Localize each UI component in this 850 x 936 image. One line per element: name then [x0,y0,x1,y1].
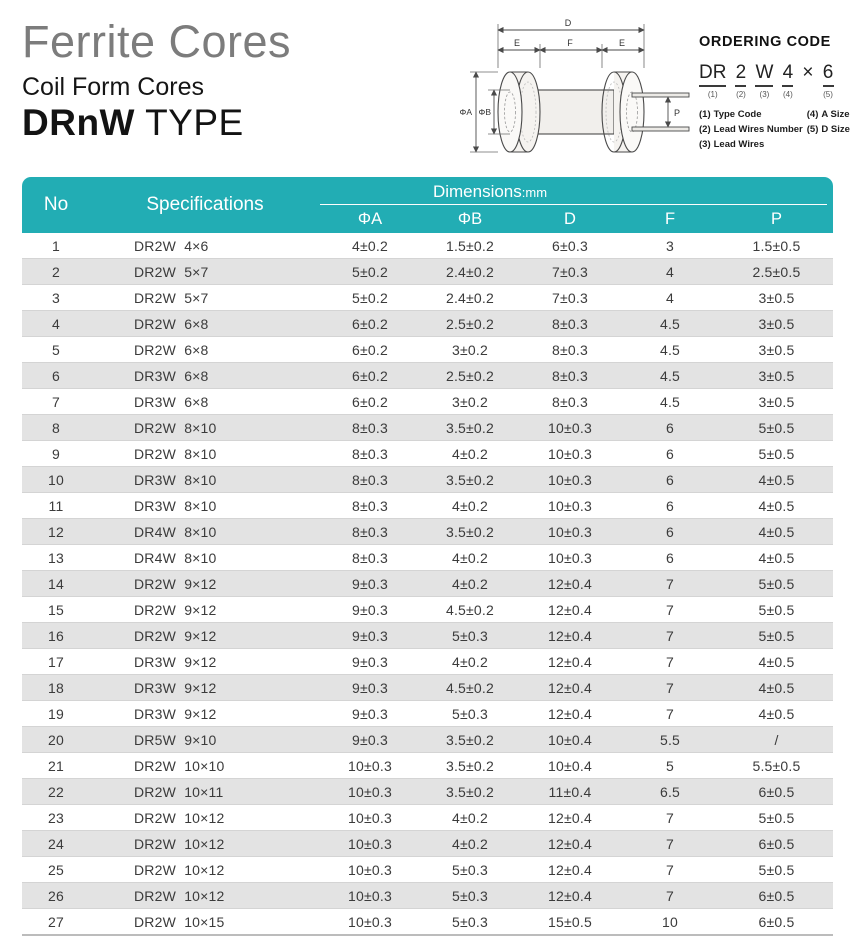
code-part-num: (3) [759,90,770,99]
dim-label-E-right: E [618,38,626,48]
legend-label: Lead Wires Number [713,124,803,135]
cell-phi-b: 4±0.2 [420,545,520,571]
cell-d: 12±0.4 [520,883,620,909]
cell-p: 6±0.5 [720,909,833,936]
cell-spec: DR3W 6×8 [90,363,320,389]
cell-phi-a: 8±0.3 [320,467,420,493]
core-diagram-svg [446,14,694,168]
cell-p: 4±0.5 [720,675,833,701]
cell-phi-b: 5±0.3 [420,857,520,883]
table-row [22,389,833,415]
cell-phi-b: 3±0.2 [420,389,520,415]
cell-d: 8±0.3 [520,389,620,415]
cell-f: 6 [620,493,720,519]
table-row [22,571,833,597]
cell-no: 12 [22,519,90,545]
table-row [22,675,833,701]
cell-spec: DR2W 10×12 [90,883,320,909]
cell-d: 6±0.3 [520,233,620,259]
dimensions-unit: :mm [521,184,548,200]
table-row [22,753,833,779]
cell-spec: DR3W 8×10 [90,493,320,519]
cell-phi-a: 10±0.3 [320,857,420,883]
cell-phi-b: 2.5±0.2 [420,311,520,337]
legend-label: Lead Wires [713,139,765,150]
cell-phi-a: 8±0.3 [320,519,420,545]
cell-phi-a: 9±0.3 [320,597,420,623]
cell-f: 7 [620,571,720,597]
legend-item [699,124,803,135]
dim-label-F: F [567,38,573,48]
cell-f: 4.5 [620,389,720,415]
cell-no: 6 [22,363,90,389]
cell-d: 12±0.4 [520,701,620,727]
cell-phi-b: 5±0.3 [420,623,520,649]
cell-phi-a: 6±0.2 [320,389,420,415]
legend-num: (5) [806,124,819,135]
table-row [22,545,833,571]
code-part-num: (4) [783,90,793,99]
cell-phi-b: 2.5±0.2 [420,363,520,389]
cell-d: 10±0.4 [520,753,620,779]
cell-p: 2.5±0.5 [720,259,833,285]
cell-spec: DR3W 9×12 [90,675,320,701]
spec-table-body [22,233,833,935]
legend-label: A Size [821,109,850,120]
cell-no: 2 [22,259,90,285]
table-row [22,727,833,753]
cell-f: 6 [620,467,720,493]
cell-f: 7 [620,701,720,727]
cell-phi-b: 3.5±0.2 [420,519,520,545]
table-row [22,311,833,337]
spec-table-grid [22,233,833,936]
cell-d: 10±0.3 [520,467,620,493]
cell-phi-b: 3.5±0.2 [420,467,520,493]
cell-phi-a: 9±0.3 [320,571,420,597]
cell-p: 4±0.5 [720,519,833,545]
type-suffix: TYPE [134,102,244,144]
cell-p: 4±0.5 [720,701,833,727]
code-part-num: (1) [707,90,718,99]
legend-num: (1) [699,109,711,120]
cell-f: 5.5 [620,727,720,753]
cell-no: 16 [22,623,90,649]
cell-phi-a: 9±0.3 [320,701,420,727]
core-shaft [528,90,614,134]
cell-f: 7 [620,857,720,883]
cell-phi-a: 8±0.3 [320,493,420,519]
col-header-phiA: ΦA [357,209,383,228]
col-group-dimensions [320,177,827,205]
cell-phi-a: 10±0.3 [320,909,420,936]
cell-phi-b: 4±0.2 [420,571,520,597]
cell-phi-b: 4±0.2 [420,649,520,675]
cell-p: 5±0.5 [720,623,833,649]
cell-spec: DR2W 8×10 [90,415,320,441]
code-part-type [699,63,726,99]
cell-f: 7 [620,805,720,831]
dim-label-D: D [564,18,572,28]
code-part-num: (2) [736,90,746,99]
cell-phi-b: 4±0.2 [420,493,520,519]
cell-spec: DR2W 10×15 [90,909,320,936]
cell-no: 14 [22,571,90,597]
col-header-no: No [43,194,69,215]
cell-spec: DR2W 10×12 [90,857,320,883]
cell-phi-a: 10±0.3 [320,805,420,831]
table-row [22,701,833,727]
code-part-leadwires [755,63,773,99]
spec-table [22,177,833,936]
table-row [22,285,833,311]
cell-f: 6 [620,415,720,441]
cell-no: 25 [22,857,90,883]
cell-spec: DR2W 9×12 [90,597,320,623]
cell-d: 10±0.3 [520,441,620,467]
cell-phi-b: 3.5±0.2 [420,415,520,441]
dim-label-phiA: ΦA [459,107,472,117]
cell-spec: DR3W 9×12 [90,701,320,727]
legend-item [807,124,850,135]
cell-no: 24 [22,831,90,857]
cell-spec: DR4W 8×10 [90,545,320,571]
cell-phi-b: 2.4±0.2 [420,285,520,311]
table-row [22,649,833,675]
cell-phi-b: 4.5±0.2 [420,675,520,701]
cell-no: 8 [22,415,90,441]
cell-d: 8±0.3 [520,337,620,363]
table-row [22,623,833,649]
cell-f: 6.5 [620,779,720,805]
cell-spec: DR3W 8×10 [90,467,320,493]
cell-phi-b: 3.5±0.2 [420,727,520,753]
table-row [22,831,833,857]
cell-no: 5 [22,337,90,363]
cell-phi-a: 10±0.3 [320,779,420,805]
code-part-num: (5) [823,90,833,99]
table-row [22,363,833,389]
cell-f: 10 [620,909,720,936]
cell-d: 15±0.5 [520,909,620,936]
cell-phi-b: 4±0.2 [420,831,520,857]
cell-phi-a: 9±0.3 [320,623,420,649]
page-title: Ferrite Cores [22,16,292,67]
cell-no: 20 [22,727,90,753]
table-row [22,597,833,623]
type-name: DRnW [22,102,135,144]
table-row [22,805,833,831]
table-row [22,519,833,545]
cell-phi-a: 8±0.3 [320,415,420,441]
cell-no: 7 [22,389,90,415]
cell-phi-b: 4.5±0.2 [420,597,520,623]
code-part-text: 2 [735,63,746,87]
legend-item [807,109,850,120]
cell-no: 18 [22,675,90,701]
cell-spec: DR2W 9×12 [90,571,320,597]
cell-f: 7 [620,831,720,857]
cell-p: 5±0.5 [720,805,833,831]
table-row [22,259,833,285]
core-dimension-diagram [446,14,694,168]
cell-p: 4±0.5 [720,545,833,571]
cell-f: 7 [620,623,720,649]
cell-f: 6 [620,519,720,545]
table-row [22,779,833,805]
table-row [22,233,833,259]
cell-p: 5±0.5 [720,597,833,623]
ordering-code-value [699,63,847,99]
cell-p: 6±0.5 [720,779,833,805]
cell-no: 17 [22,649,90,675]
cell-f: 7 [620,883,720,909]
cell-phi-b: 3±0.2 [420,337,520,363]
cell-d: 12±0.4 [520,831,620,857]
cell-phi-b: 4±0.2 [420,805,520,831]
cell-d: 8±0.3 [520,311,620,337]
cell-f: 6 [620,545,720,571]
cell-d: 10±0.4 [520,727,620,753]
cell-d: 10±0.3 [520,493,620,519]
legend-num: (4) [806,109,819,120]
cell-f: 4 [620,285,720,311]
cell-f: 4.5 [620,363,720,389]
cell-spec: DR2W 9×12 [90,623,320,649]
cell-no: 15 [22,597,90,623]
cell-p: 5±0.5 [720,441,833,467]
cell-phi-a: 8±0.3 [320,545,420,571]
col-header-D: D [564,209,576,228]
legend-num: (3) [699,139,711,150]
col-header-P: P [770,209,782,228]
cell-phi-a: 9±0.3 [320,649,420,675]
cell-phi-b: 5±0.3 [420,909,520,936]
cell-phi-b: 1.5±0.2 [420,233,520,259]
cell-d: 11±0.4 [520,779,620,805]
cell-d: 10±0.3 [520,545,620,571]
cell-phi-a: 5±0.2 [320,259,420,285]
cell-phi-a: 6±0.2 [320,311,420,337]
cell-p: 5.5±0.5 [720,753,833,779]
table-row [22,857,833,883]
cell-spec: DR2W 8×10 [90,441,320,467]
cell-phi-a: 4±0.2 [320,233,420,259]
cell-spec: DR2W 6×8 [90,311,320,337]
cell-no: 10 [22,467,90,493]
cell-p: 4±0.5 [720,493,833,519]
cell-phi-a: 10±0.3 [320,753,420,779]
cell-no: 1 [22,233,90,259]
lead-wire-bottom [632,127,689,131]
code-part-times [802,63,813,85]
ordering-code-heading: ORDERING CODE [699,34,831,50]
cell-d: 12±0.4 [520,597,620,623]
table-row [22,415,833,441]
table-row [22,441,833,467]
cell-p: 3±0.5 [720,363,833,389]
type-heading [22,103,291,144]
cell-d: 7±0.3 [520,285,620,311]
cell-no: 11 [22,493,90,519]
cell-phi-a: 6±0.2 [320,337,420,363]
col-header-spec: Specifications [146,194,264,215]
cell-p: 3±0.5 [720,285,833,311]
dimensions-text: Dimensions [432,181,522,201]
cell-phi-b: 4±0.2 [420,441,520,467]
cell-d: 12±0.4 [520,857,620,883]
cell-no: 26 [22,883,90,909]
col-header-F: F [664,209,676,228]
legend-label: D Size [821,124,850,135]
cell-p: 4±0.5 [720,649,833,675]
cell-spec: DR2W 10×12 [90,805,320,831]
cell-f: 7 [620,597,720,623]
code-part-text: 4 [782,63,793,87]
legend-label: Type Code [713,109,762,120]
cell-phi-a: 9±0.3 [320,727,420,753]
cell-f: 4.5 [620,311,720,337]
col-header-phiB: ΦB [457,209,483,228]
cell-phi-b: 5±0.3 [420,883,520,909]
cell-spec: DR2W 4×6 [90,233,320,259]
code-part-dsize [823,63,834,99]
code-part-text: DR [699,63,726,87]
spec-table-header [22,177,833,233]
cell-p: 1.5±0.5 [720,233,833,259]
cell-d: 12±0.4 [520,649,620,675]
cell-p: 6±0.5 [720,883,833,909]
cell-spec: DR2W 5×7 [90,259,320,285]
table-row [22,467,833,493]
cell-d: 12±0.4 [520,805,620,831]
ordering-code-legend [699,109,850,150]
code-part-text: 6 [823,63,834,87]
cell-d: 12±0.4 [520,571,620,597]
cell-p: / [720,727,833,753]
legend-item [699,139,803,150]
cell-f: 7 [620,675,720,701]
cell-p: 5±0.5 [720,857,833,883]
cell-no: 13 [22,545,90,571]
dim-label-E-left: E [513,38,521,48]
cell-p: 3±0.5 [720,389,833,415]
cell-d: 8±0.3 [520,363,620,389]
cell-phi-a: 10±0.3 [320,883,420,909]
cell-spec: DR4W 8×10 [90,519,320,545]
cell-no: 22 [22,779,90,805]
cell-p: 3±0.5 [720,311,833,337]
legend-item [699,109,803,120]
cell-spec: DR5W 9×10 [90,727,320,753]
cell-d: 10±0.3 [520,415,620,441]
cell-p: 5±0.5 [720,415,833,441]
cell-no: 4 [22,311,90,337]
cell-spec: DR2W 5×7 [90,285,320,311]
cell-spec: DR2W 10×12 [90,831,320,857]
dim-label-P: P [674,108,681,118]
title-block [22,16,291,144]
cell-f: 4.5 [620,337,720,363]
cell-phi-b: 3.5±0.2 [420,779,520,805]
code-part-leadnum [735,63,746,99]
cell-phi-b: 3.5±0.2 [420,753,520,779]
cell-phi-b: 5±0.3 [420,701,520,727]
cell-f: 7 [620,649,720,675]
table-row [22,883,833,909]
left-flange [498,72,540,152]
cell-phi-a: 10±0.3 [320,831,420,857]
cell-spec: DR3W 6×8 [90,389,320,415]
cell-f: 4 [620,259,720,285]
cell-spec: DR2W 10×10 [90,753,320,779]
ordering-code-block [699,34,850,150]
code-part-text: × [802,62,814,83]
table-row [22,337,833,363]
lead-wire-top [632,93,689,97]
cell-d: 10±0.3 [520,519,620,545]
cell-phi-a: 8±0.3 [320,441,420,467]
cell-f: 6 [620,441,720,467]
cell-spec: DR3W 9×12 [90,649,320,675]
cell-phi-a: 6±0.2 [320,363,420,389]
dimensions-group-label [433,182,547,202]
dim-label-phiB: ΦB [478,107,491,117]
cell-f: 3 [620,233,720,259]
cell-no: 19 [22,701,90,727]
cell-d: 7±0.3 [520,259,620,285]
cell-no: 9 [22,441,90,467]
cell-spec: DR2W 10×11 [90,779,320,805]
legend-num: (2) [699,124,711,135]
cell-no: 3 [22,285,90,311]
cell-spec: DR2W 6×8 [90,337,320,363]
cell-no: 21 [22,753,90,779]
cell-p: 4±0.5 [720,467,833,493]
cell-phi-a: 5±0.2 [320,285,420,311]
cell-phi-b: 2.4±0.2 [420,259,520,285]
cell-no: 27 [22,909,90,936]
cell-d: 12±0.4 [520,675,620,701]
cell-p: 3±0.5 [720,337,833,363]
page-subtitle: Coil Form Cores [22,72,204,101]
table-row [22,493,833,519]
cell-phi-a: 9±0.3 [320,675,420,701]
cell-d: 12±0.4 [520,623,620,649]
code-part-text: W [755,63,773,87]
code-part-asize [782,63,793,99]
cell-f: 5 [620,753,720,779]
cell-no: 23 [22,805,90,831]
cell-p: 6±0.5 [720,831,833,857]
cell-p: 5±0.5 [720,571,833,597]
